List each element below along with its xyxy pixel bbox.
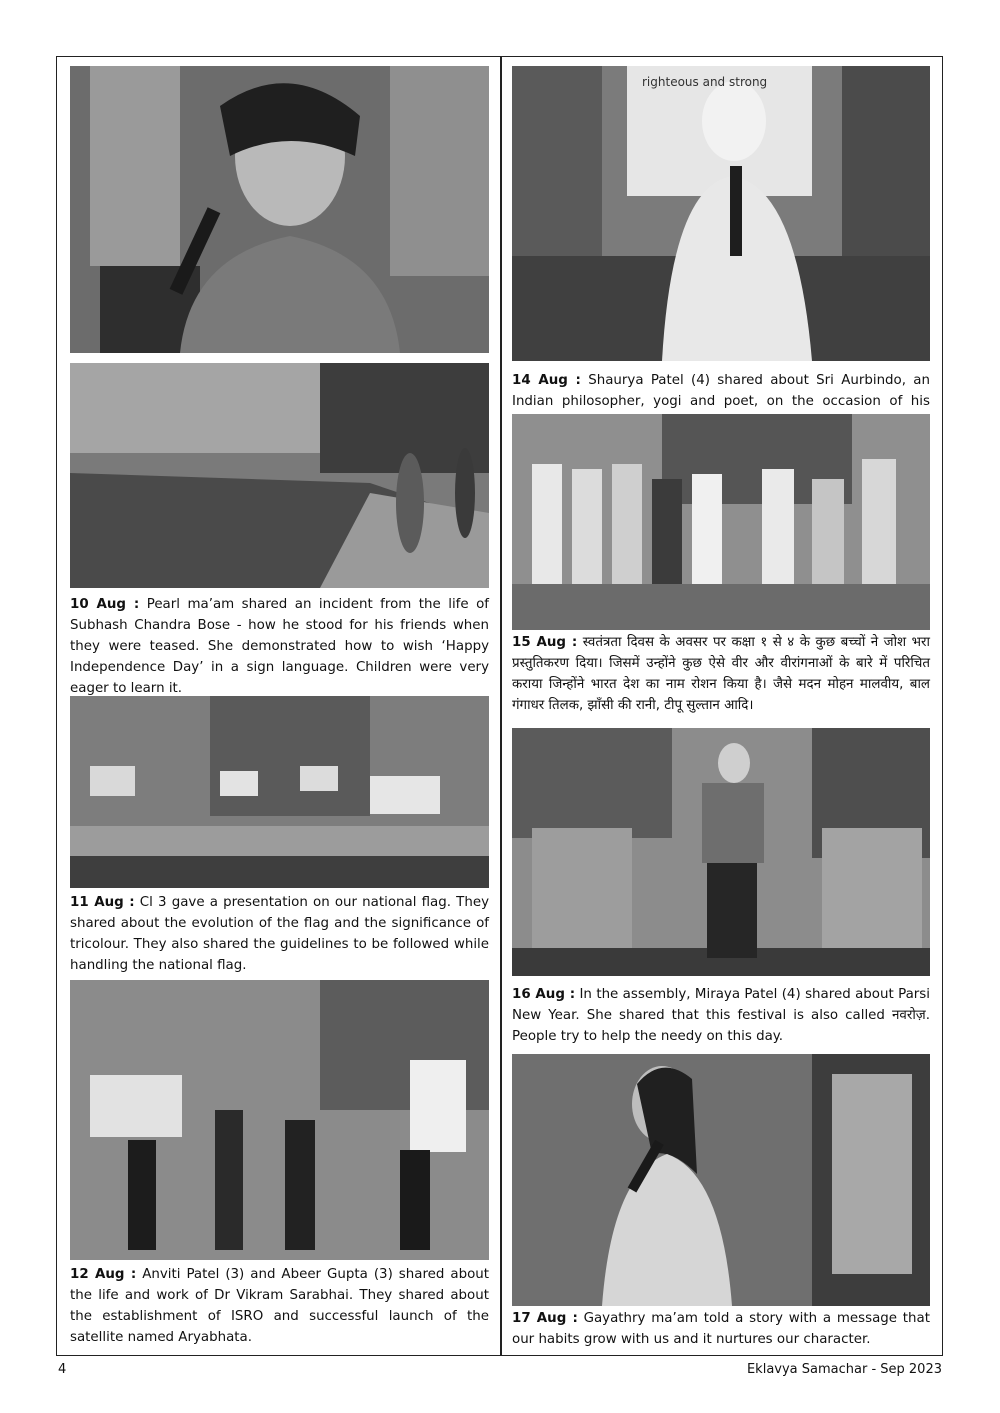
photo-aug10-assembly [70,363,489,588]
caption-text: Anviti Patel (3) and Abeer Gupta (3) shared about the life and work of Dr Vikram Sarabhai. They shared about the establishment of ISRO and successful launch of the satellite named Aryabhata. [70,1267,490,1345]
whiteboard-text: righteous and strong [642,75,768,89]
caption-aug16 [512,984,930,1047]
caption-date: 17 Aug : [512,1311,578,1326]
caption-date: 16 Aug : [512,987,576,1002]
photo-aug15-leaders-costumes [512,414,930,630]
photo-aug16-parsi-new-year [512,728,930,976]
photo-aug11-flag-presentation [70,696,489,888]
caption-text: In the assembly, Miraya Patel (4) shared about Parsi New Year. She shared that this festival is also called नवरोज़. People try to help the needy on this day. [512,987,930,1044]
caption-aug17 [512,1308,930,1350]
caption-date: 12 Aug : [70,1267,137,1282]
photo-aug12-sarabhai [70,980,489,1260]
publication-info: Eklavya Samachar - Sep 2023 [746,1362,942,1377]
photo-aug10-speaker [70,66,489,353]
caption-text: Gayathry ma’am told a story with a message that our habits grow with us and it nurtures our character. [512,1311,930,1347]
caption-date: 10 Aug : [70,597,140,612]
column-divider [500,56,502,1356]
caption-date: 11 Aug : [70,895,135,910]
caption-aug10 [70,594,489,699]
caption-date: 15 Aug : [512,635,578,650]
caption-aug12 [70,1264,489,1348]
caption-aug11 [70,892,489,976]
caption-date: 14 Aug : [512,373,581,388]
photo-aug14-aurobindo [512,66,930,361]
caption-aug15 [512,632,930,716]
caption-text: स्वतंत्रता दिवस के अवसर पर कक्षा १ से ४ के कुछ बच्चों ने जोश भरा प्रस्तुतिकरण दिया। जिसमें उन्होंने कुछ ऐसे वीर और वीरांगनाओं के बारे में परिचित कराया जिन्होंने भारत देश का नाम रोशन किया है। जैसे मदन मोहन मालवीय, बाल गंगाधर तिलक, झाँसी की रानी, टीपू सुल्तान आदि। [512,635,930,713]
photo-aug17-storytelling [512,1054,930,1306]
caption-text: Pearl ma’am shared an incident from the life of Subhash Chandra Bose - how he stood for his friends when they were teased. She demonstrated how to wish ‘Happy Independence Day’ in a sign language. Children were very eager to learn it. [70,597,490,696]
caption-text: Shaurya Patel (4) shared about Sri Aurbindo, an Indian philosopher, yogi and poet, on the occasion of his [512,373,931,409]
page-number: 4 [58,1362,67,1377]
caption-text: Cl 3 gave a presentation on our national flag. They shared about the evolution of the flag and the significance of tricolour. They also shared the guidelines to be followed while handling the national flag. [70,895,490,973]
